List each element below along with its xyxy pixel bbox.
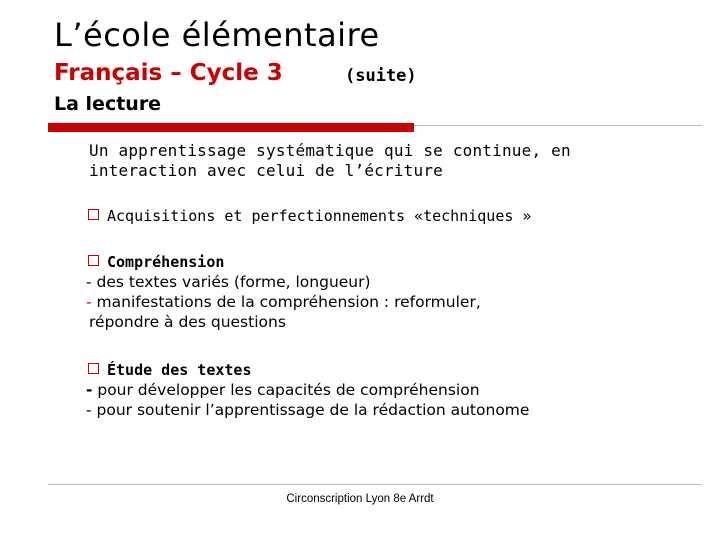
intro-text (89, 141, 689, 181)
checkbox-bullet-icon (88, 209, 99, 220)
sub-item-text: des textes variés (forme, longueur) (91, 273, 371, 291)
section-heading: La lecture (54, 93, 162, 115)
bottom-divider (48, 484, 702, 485)
sub-item-text: répondre à des questions (89, 313, 286, 331)
intro-line-1: Un apprentissage systématique qui se continue, en (89, 141, 571, 160)
bullet-acquisitions (88, 206, 531, 226)
dash-marker: - (86, 273, 92, 291)
slide-title: L’école élémentaire (54, 16, 380, 54)
dash-marker: - (86, 401, 92, 419)
bullet-label: Acquisitions et perfectionnements «techniques » (107, 207, 532, 225)
slide-subtitle: Français – Cycle 3 (54, 60, 283, 86)
subtitle-suffix: (suite) (345, 66, 417, 86)
bullet-etude (88, 360, 529, 420)
slide-footer: Circonscription Lyon 8e Arrdt (286, 493, 434, 505)
bullet-comprehension (88, 252, 481, 332)
intro-line-2: interaction avec celui de l’écriture (89, 161, 443, 180)
checkbox-bullet-icon (88, 363, 99, 374)
sub-item-text: manifestations de la compréhension : reformuler, (91, 293, 481, 311)
sub-item-text: pour soutenir l’apprentissage de la rédaction autonome (91, 401, 530, 419)
bullet-label: Compréhension (107, 253, 225, 271)
dash-marker: - (86, 381, 93, 399)
bullet-label: Étude des textes (107, 361, 252, 379)
dash-marker: - (86, 293, 92, 311)
checkbox-bullet-icon (88, 255, 99, 266)
sub-item-text: pour développer les capacités de compréhension (92, 381, 480, 399)
accent-bar (48, 123, 414, 132)
